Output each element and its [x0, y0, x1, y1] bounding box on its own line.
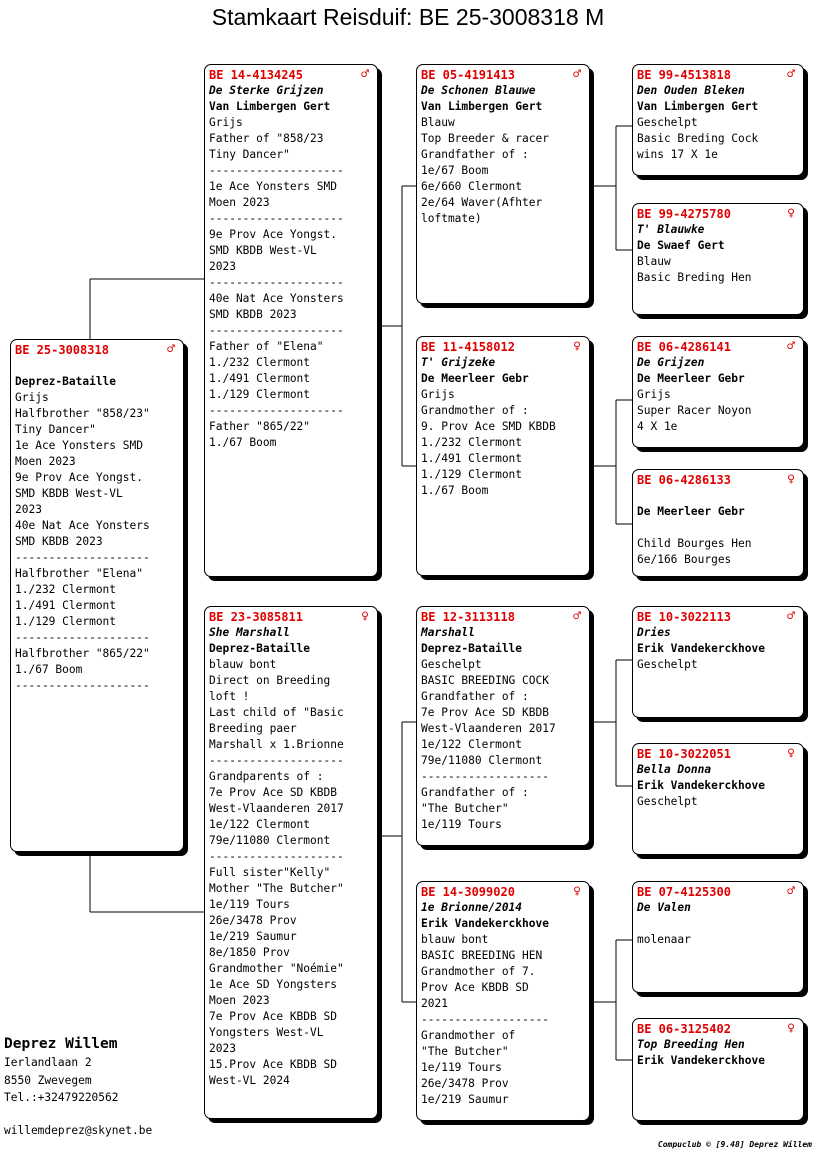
info-line: 4 X 1e	[637, 420, 678, 433]
info-line: --------------------	[209, 850, 344, 863]
ring-number: BE 14-3099020	[421, 885, 515, 899]
pigeon-name: T' Grijzeke	[421, 356, 496, 369]
pigeon-name: De Sterke Grijzen	[209, 84, 324, 97]
info-line: Geschelpt	[637, 658, 698, 671]
ring-number: BE 10-3022051	[637, 747, 731, 761]
ring-number: BE 06-4286133	[637, 473, 731, 487]
female-icon: ♀	[573, 884, 581, 899]
pigeon-card-mother	[204, 606, 378, 1119]
info-line: Grandparents of :	[209, 770, 324, 783]
info-line: 1./491 Clermont	[209, 372, 311, 385]
info-line: BASIC BREEDING HEN	[421, 949, 543, 962]
info-line: loftmate)	[421, 212, 482, 225]
info-line: 1./129 Clermont	[421, 468, 523, 481]
info-line: --------------------	[15, 551, 150, 564]
card-header	[637, 884, 799, 900]
info-line: 79e/11080 Clermont	[421, 754, 543, 767]
pigeon-card-fmm	[632, 469, 804, 577]
info-line: Father of "858/23	[209, 132, 324, 145]
ring-number: BE 12-3113118	[421, 610, 515, 624]
info-line: 1e Ace SD Yongsters	[209, 978, 337, 991]
pigeon-card-mff	[632, 606, 804, 718]
info-line: 7e Prov Ace SD KBDB	[209, 786, 337, 799]
info-line: "The Butcher"	[421, 802, 509, 815]
info-line: Grandfather of :	[421, 786, 529, 799]
pigeon-name: De Valen	[637, 901, 691, 914]
info-line: 1e/119 Tours	[421, 1061, 502, 1074]
female-icon: ♀	[787, 1021, 795, 1036]
info-line: 40e Nat Ace Yonsters	[209, 292, 344, 305]
info-line: Grijs	[637, 388, 671, 401]
pigeon-card-father	[204, 64, 378, 577]
info-line: 1e/119 Tours	[209, 898, 290, 911]
info-line: 1e/122 Clermont	[421, 738, 523, 751]
info-line: 1e/119 Tours	[421, 818, 502, 831]
ring-number: BE 11-4158012	[421, 340, 515, 354]
info-line: 2021	[421, 997, 448, 1010]
card-header	[209, 67, 373, 83]
info-line: --------------------	[209, 276, 344, 289]
female-icon: ♀	[787, 746, 795, 761]
ring-number: BE 25-3008318	[15, 343, 109, 357]
info-line: Halfbrother "Elena"	[15, 567, 143, 580]
info-line: Full sister"Kelly"	[209, 866, 331, 879]
info-line: loft !	[209, 690, 250, 703]
ring-number: BE 99-4275780	[637, 207, 731, 221]
info-line: Super Racer Noyon	[637, 404, 752, 417]
owner-name: Erik Vandekerckhove	[637, 1054, 765, 1067]
info-line: wins 17 X 1e	[637, 148, 718, 161]
ring-number: BE 10-3022113	[637, 610, 731, 624]
info-line: 6e/166 Bourges	[637, 553, 732, 566]
card-header	[637, 339, 799, 355]
info-line: Tiny Dancer"	[209, 148, 290, 161]
male-icon: ♂	[787, 609, 795, 624]
pigeon-card-ff	[416, 64, 590, 304]
breeder-phone: Tel.:+32479220562	[4, 1091, 119, 1104]
info-line: West-Vlaanderen 2017	[421, 722, 556, 735]
pigeon-name: Top Breeding Hen	[637, 1038, 745, 1051]
page-title: Stamkaart Reisduif: BE 25-3008318 M	[211, 4, 605, 30]
info-line: Geschelpt	[421, 658, 482, 671]
info-line: 7e Prov Ace SD KBDB	[421, 706, 549, 719]
pigeon-name: Marshall	[421, 626, 475, 639]
info-line: 1e Ace Yonsters SMD	[209, 180, 337, 193]
info-line: blauw bont	[421, 933, 489, 946]
info-line: Grandfather of :	[421, 690, 529, 703]
ring-number: BE 99-4513818	[637, 68, 731, 82]
info-line: Breeding paer	[209, 722, 297, 735]
pigeon-name: Den Ouden Bleken	[637, 84, 745, 97]
pigeon-card-mmm	[632, 1018, 804, 1121]
ring-number: BE 06-4286141	[637, 340, 731, 354]
info-line: molenaar	[637, 933, 691, 946]
footer-credit: Compuclub © [9.48] Deprez Willem	[657, 1140, 812, 1149]
info-line: 1./232 Clermont	[209, 356, 311, 369]
female-icon: ♀	[787, 472, 795, 487]
info-line: 9e Prov Ace Yongst.	[209, 228, 337, 241]
pigeon-name	[637, 488, 799, 504]
card-header	[637, 206, 799, 222]
card-header	[637, 1021, 799, 1037]
card-header	[421, 67, 585, 83]
info-line: -------------------	[421, 1013, 549, 1026]
info-line: 6e/660 Clermont	[421, 180, 523, 193]
ring-number: BE 23-3085811	[209, 610, 303, 624]
pigeon-name: Bella Donna	[637, 763, 712, 776]
info-line: Grijs	[209, 116, 243, 129]
card-header	[637, 472, 799, 488]
info-line: 9e Prov Ace Yongst.	[15, 471, 143, 484]
info-line: Moen 2023	[209, 196, 270, 209]
breeder-info	[4, 1034, 119, 1107]
info-line: --------------------	[209, 164, 344, 177]
breeder-name: Deprez Willem	[4, 1036, 118, 1052]
info-line: 7e Prov Ace KBDB SD	[209, 1010, 337, 1023]
owner-name: Van Limbergen Gert	[637, 100, 759, 113]
info-line: 8e/1850 Prov	[209, 946, 290, 959]
breeder-street: Ierlandlaan 2	[4, 1056, 92, 1069]
info-line: 2023	[15, 503, 42, 516]
card-header	[421, 609, 585, 625]
ring-number: BE 05-4191413	[421, 68, 515, 82]
info-line: --------------------	[209, 404, 344, 417]
info-line: Marshall x 1.Brionne	[209, 738, 344, 751]
pigeon-card-fm	[416, 336, 590, 576]
male-icon: ♂	[361, 67, 369, 82]
owner-name: De Meerleer Gebr	[637, 372, 745, 385]
owner-name: De Meerleer Gebr	[421, 372, 529, 385]
info-line: Halfbrother "865/22"	[15, 647, 150, 660]
owner-name: Deprez-Bataille	[421, 642, 523, 655]
card-header	[209, 609, 373, 625]
pigeon-name: T' Blauwke	[637, 223, 705, 236]
info-line: Grandmother of :	[421, 404, 529, 417]
card-header	[15, 342, 179, 358]
card-header	[637, 746, 799, 762]
info-line: 2e/64 Waver(Afhter	[421, 196, 543, 209]
info-line: 2023	[209, 260, 236, 273]
male-icon: ♂	[787, 339, 795, 354]
info-line: 1e/122 Clermont	[209, 818, 311, 831]
male-icon: ♂	[787, 884, 795, 899]
info-line: 1./232 Clermont	[421, 436, 523, 449]
info-line: Basic Breding Cock	[637, 132, 759, 145]
info-line: Blauw	[421, 116, 455, 129]
info-line: Grandmother of 7.	[421, 965, 536, 978]
info-line: 9. Prov Ace SMD KBDB	[421, 420, 556, 433]
info-line: West-Vlaanderen 2017	[209, 802, 344, 815]
owner-name: Erik Vandekerckhove	[637, 779, 765, 792]
info-line: Geschelpt	[637, 795, 698, 808]
info-line: 79e/11080 Clermont	[209, 834, 331, 847]
info-line: 1./129 Clermont	[209, 388, 311, 401]
pigeon-name	[15, 358, 179, 374]
owner-name: Deprez-Bataille	[209, 642, 311, 655]
pigeon-card-subject	[10, 339, 184, 852]
info-line: BASIC BREEDING COCK	[421, 674, 549, 687]
info-line: Grandmother "Noémie"	[209, 962, 344, 975]
info-line: blauw bont	[209, 658, 277, 671]
pigeon-card-mm	[416, 881, 590, 1121]
breeder-city: 8550 Zwevegem	[4, 1073, 92, 1087]
info-line: 1./491 Clermont	[15, 599, 117, 612]
info-line: SMD KBDB 2023	[15, 535, 103, 548]
card-header	[421, 884, 585, 900]
info-line: Top Breeder & racer	[421, 132, 549, 145]
info-line: --------------------	[209, 754, 344, 767]
female-icon: ♀	[573, 339, 581, 354]
pigeon-card-ffm	[632, 203, 804, 315]
info-line: Grandmother of	[421, 1029, 516, 1042]
ring-number: BE 06-3125402	[637, 1022, 731, 1036]
owner-name: De Swaef Gert	[637, 239, 725, 252]
owner-name: Deprez-Bataille	[15, 375, 117, 388]
male-icon: ♂	[573, 609, 581, 624]
info-line: 1e/219 Saumur	[421, 1093, 509, 1106]
breeder-email: willemdeprez@skynet.be	[4, 1124, 153, 1137]
info-line: Child Bourges Hen	[637, 537, 752, 550]
info-line: 40e Nat Ace Yonsters	[15, 519, 150, 532]
info-line: 2023	[209, 1042, 236, 1055]
ring-number: BE 14-4134245	[209, 68, 303, 82]
info-line: Grandfather of :	[421, 148, 529, 161]
female-icon: ♀	[361, 609, 369, 624]
pigeon-card-fmf	[632, 336, 804, 448]
info-line: Basic Breding Hen	[637, 271, 752, 284]
pigeon-name: Dries	[637, 626, 671, 639]
owner-name: Erik Vandekerckhove	[637, 642, 765, 655]
info-line	[637, 520, 799, 536]
info-line: Grijs	[421, 388, 455, 401]
info-line: 15.Prov Ace KBDB SD	[209, 1058, 337, 1071]
pigeon-name: De Schonen Blauwe	[421, 84, 536, 97]
info-line: --------------------	[209, 324, 344, 337]
info-line: Yongsters West-VL	[209, 1026, 324, 1039]
info-line: 1./67 Boom	[209, 436, 277, 449]
pigeon-card-mf	[416, 606, 590, 846]
info-line: 1./67 Boom	[15, 663, 83, 676]
info-line: --------------------	[209, 212, 344, 225]
info-line: Direct on Breeding	[209, 674, 331, 687]
info-line: Prov Ace KBDB SD	[421, 981, 529, 994]
info-line: 1e Ace Yonsters SMD	[15, 439, 143, 452]
pigeon-name: She Marshall	[209, 626, 290, 639]
info-line: Father of "Elena"	[209, 340, 324, 353]
pigeon-card-mfm	[632, 743, 804, 855]
info-line: 26e/3478 Prov	[209, 914, 297, 927]
female-icon: ♀	[787, 206, 795, 221]
info-line: Blauw	[637, 255, 671, 268]
info-line: 1e/219 Saumur	[209, 930, 297, 943]
info-line: 1./232 Clermont	[15, 583, 117, 596]
info-line: Grijs	[15, 391, 49, 404]
pigeon-name: De Grijzen	[637, 356, 705, 369]
info-line: SMD KBDB 2023	[209, 308, 297, 321]
info-line: 1./67 Boom	[421, 484, 489, 497]
pigeon-card-mmf	[632, 881, 804, 993]
pigeon-card-fff	[632, 64, 804, 176]
owner-name: De Meerleer Gebr	[637, 505, 745, 518]
info-line: Moen 2023	[209, 994, 270, 1007]
info-line: West-VL 2024	[209, 1074, 290, 1087]
info-line: Last child of "Basic	[209, 706, 344, 719]
info-line: SMD KBDB West-VL	[15, 487, 123, 500]
info-line: Moen 2023	[15, 455, 76, 468]
info-line: 1e/67 Boom	[421, 164, 489, 177]
owner-name: Van Limbergen Gert	[209, 100, 331, 113]
info-line: Father "865/22"	[209, 420, 311, 433]
info-line: Tiny Dancer"	[15, 423, 96, 436]
male-icon: ♂	[573, 67, 581, 82]
male-icon: ♂	[167, 342, 175, 357]
owner-name: Van Limbergen Gert	[421, 100, 543, 113]
male-icon: ♂	[787, 67, 795, 82]
card-header	[421, 339, 585, 355]
info-line: --------------------	[15, 631, 150, 644]
info-line: Mother "The Butcher"	[209, 882, 344, 895]
owner-name: Erik Vandekerckhove	[421, 917, 549, 930]
card-header	[637, 67, 799, 83]
info-line: --------------------	[15, 679, 150, 692]
owner-name	[637, 916, 799, 932]
info-line: SMD KBDB West-VL	[209, 244, 317, 257]
info-line: 26e/3478 Prov	[421, 1077, 509, 1090]
card-header	[637, 609, 799, 625]
pigeon-name: 1e Brionne/2014	[421, 901, 523, 914]
info-line: -------------------	[421, 770, 549, 783]
info-line: Halfbrother "858/23"	[15, 407, 150, 420]
info-line: 1./491 Clermont	[421, 452, 523, 465]
info-line: Geschelpt	[637, 116, 698, 129]
info-line: 1./129 Clermont	[15, 615, 117, 628]
ring-number: BE 07-4125300	[637, 885, 731, 899]
info-line: "The Butcher"	[421, 1045, 509, 1058]
